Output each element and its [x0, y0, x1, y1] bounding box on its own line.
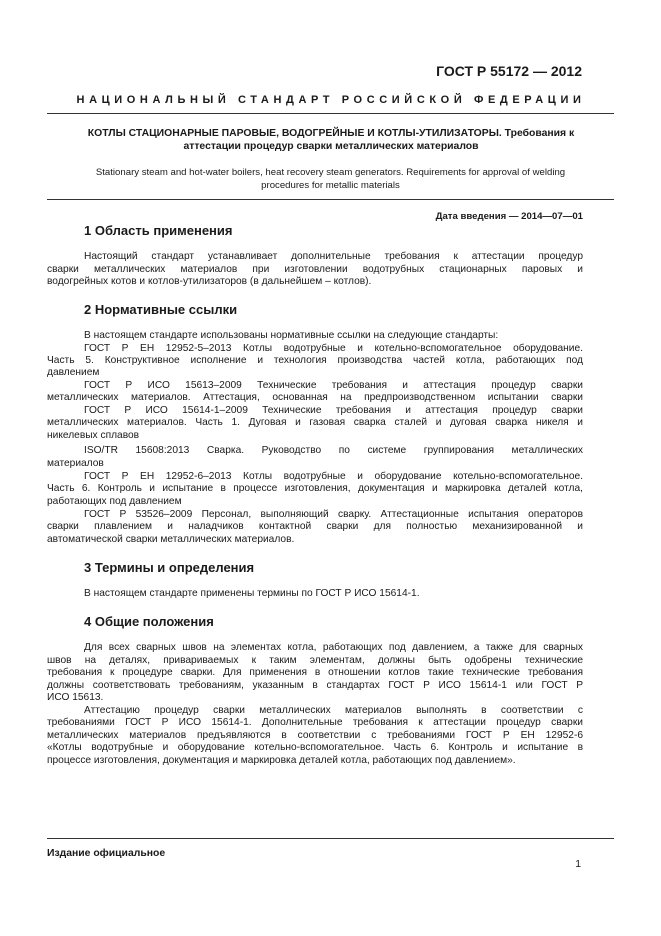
section-heading-scope: 1 Область применения	[84, 223, 233, 238]
title-english-line: Stationary steam and hot-water boilers, heat recovery steam generators. Requirements for approval of welding	[95, 167, 566, 178]
introduction-date: Дата введения — 2014—07—01	[435, 211, 583, 222]
header-divider	[47, 113, 614, 114]
title-russian	[47, 127, 615, 153]
official-edition-label: Издание официальное	[47, 848, 166, 859]
reference-line: металлических материалов. Часть 1. Дуговая и газовая сварка сталей и дуговая сварка никеля и	[47, 417, 583, 428]
reference-line: автоматической сварки металлических материалов.	[47, 534, 295, 545]
reference-line: никелевых сплавов	[47, 430, 140, 441]
paragraph-line: Для всех сварных швов на элементах котла, работающих под давлением, а также для сварных	[84, 642, 583, 653]
paragraph-line: В настоящем стандарте применены термины по ГОСТ Р ИСО 15614-1.	[84, 588, 420, 599]
paragraph-line: водогрейных котов и котлов-утилизаторов (в дальнейшем – котлов).	[47, 276, 372, 287]
paragraph-line: должны соответствовать требованиям, указанным в стандартах ГОСТ Р ИСО 15614-1 или ГОСТ Р	[47, 680, 583, 691]
paragraph-line: «Котлы водотрубные и оборудование котельно-вспомогательное. Часть 6. Контроль и испытание в	[47, 742, 583, 753]
title-english-line: procedures for metallic materials	[261, 180, 400, 191]
section-heading-terms: 3 Термины и определения	[84, 560, 255, 575]
title-english	[60, 166, 601, 192]
title-russian-line: КОТЛЫ СТАЦИОНАРНЫЕ ПАРОВЫЕ, ВОДОГРЕЙНЫЕ И КОТЛЫ-УТИЛИЗАТОРЫ. Требования к	[87, 128, 575, 139]
reference-line: металлических материалов. Аттестация, основанная на предпроизводственном испытании сварки	[47, 392, 583, 403]
paragraph-line: швов на деталях, привариваемых к таким элементам, должны быть одобрены технические	[47, 655, 583, 666]
reference-line: ГОСТ Р ЕН 12952-6–2013 Котлы водотрубные и оборудование котельно-вспомогательное.	[84, 471, 583, 482]
section-heading-normative-references: 2 Нормативные ссылки	[84, 302, 238, 317]
reference-line: работающих под давлением	[47, 496, 182, 507]
paragraph-line: Настоящий стандарт устанавливает дополнительные требования к аттестации процедур	[84, 251, 583, 262]
title-russian-line: аттестации процедур сварки металлических материалов	[183, 141, 479, 152]
reference-line: ГОСТ Р ИСО 15613–2009 Технические требования и аттестация процедур сварки	[84, 380, 583, 391]
paragraph-line: Аттестацию процедур сварки металлических материалов выполнять в соответствии с	[84, 705, 583, 716]
paragraph-line: процессе изготовления, документация и маркировка деталей котла, работающих под давлением».	[47, 755, 516, 766]
standard-number: ГОСТ Р 55172 — 2012	[436, 63, 582, 79]
paragraph-line: требованиями ГОСТ Р ИСО 15614-1. Дополнительные требования к аттестации процедур сварки	[47, 717, 583, 728]
paragraph-line: металлических материалов предъявляются в соответствии с требованиями ГОСТ Р ЕН 12952-6	[47, 730, 583, 741]
paragraph-line: сварки металлических материалов при изготовлении водотрубных стационарных паровых и	[47, 264, 583, 275]
reference-line: Часть 6. Контроль и испытание в процессе изготовления, документация и маркировка деталей котла,	[47, 483, 583, 494]
reference-line: ГОСТ Р ЕН 12952-5–2013 Котлы водотрубные и котельно-вспомогательное оборудование.	[84, 343, 583, 354]
reference-line: ГОСТ Р 53526–2009 Персонал, выполняющий сварку. Аттестационные испытания операторов	[84, 509, 583, 520]
paragraph-line: требования к процедуре сварки. Для применения в отношении котлов такие технические требования	[47, 667, 583, 678]
page-number: 1	[575, 859, 581, 870]
reference-line: Часть 5. Конструктивное исполнение и технология производства частей котла, работающих под	[47, 355, 583, 366]
reference-line: сварки плавлением и наладчиков контактной сварки для полностью механизированной и	[47, 521, 583, 532]
section-heading-general: 4 Общие положения	[84, 614, 214, 629]
reference-line: материалов	[47, 458, 104, 469]
paragraph-line: В настоящем стандарте использованы нормативные ссылки на следующие стандарты:	[84, 330, 499, 341]
footer-divider	[47, 838, 614, 839]
reference-line: ISO/TR 15608:2013 Сварка. Руководство по системе группирования металлических	[84, 445, 583, 456]
reference-line: ГОСТ Р ИСО 15614-1–2009 Технические требования и аттестация процедур сварки	[84, 405, 583, 416]
title-divider	[47, 199, 614, 200]
reference-line: давлением	[47, 367, 100, 378]
paragraph-line: ИСО 15613.	[47, 692, 104, 703]
standard-banner: НАЦИОНАЛЬНЫЙ СТАНДАРТ РОССИЙСКОЙ ФЕДЕРАЦИИ	[76, 94, 586, 106]
